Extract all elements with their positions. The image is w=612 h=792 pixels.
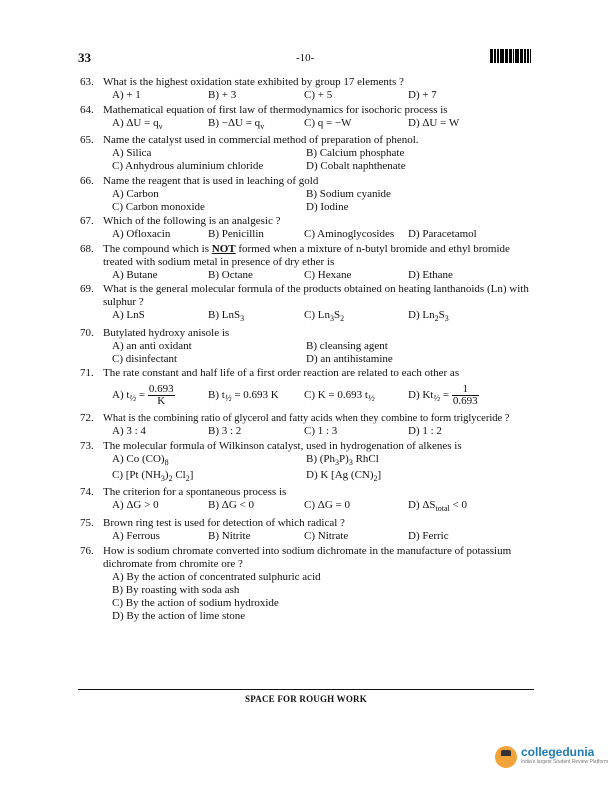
option-b: B) cleansing agent	[306, 339, 388, 352]
option-b: B) LnS$_3$	[208, 309, 245, 324]
option-b: $B) -\Delta U = q_v$	[208, 116, 265, 131]
logo-tagline: India's largest Student Review Platform	[521, 759, 609, 765]
option-a: A) Ofloxacin	[112, 228, 171, 241]
barcode-bar	[527, 49, 528, 63]
question-list	[80, 76, 540, 624]
question-63	[80, 76, 540, 102]
question-number: 75.	[80, 517, 94, 530]
question-text: Mathematical equation of first law of thermodynamics for isochoric process is	[103, 103, 448, 116]
question-text: Brown ring test is used for detection of which radical ?	[103, 517, 345, 530]
option-d: D) By the action of lime stone	[112, 609, 246, 622]
question-number: 66.	[80, 174, 94, 187]
barcode-bar	[495, 49, 496, 63]
question-text: The criterion for a spontaneous process is	[103, 486, 287, 499]
option-c: C) + 5	[304, 89, 333, 101]
barcode-bar	[530, 49, 532, 63]
option-a: A) Silica	[112, 147, 152, 160]
question-72	[80, 412, 540, 438]
option-d: D) $\Delta S_{total} < 0$	[408, 499, 467, 514]
question-text: The compound which is NOT formed when a mixture of n-butyl bromide and ethyl bromide treated with sodium metal in presence of dry ether is	[103, 242, 510, 268]
option-d: D) Cobalt naphthenate	[306, 160, 406, 173]
option-c: C) K = 0.693 $t_{\frac{1}{2}}$	[304, 389, 375, 404]
question-text: Butylated hydroxy anisole is	[103, 326, 230, 339]
question-number: 71.	[80, 367, 94, 380]
question-text: The rate constant and half life of a first order reaction are related to each other as	[103, 367, 460, 380]
page-marker: -10-	[296, 52, 315, 64]
option-d: D) Paracetamol	[408, 228, 477, 241]
question-number: 63.	[80, 76, 94, 88]
option-b: B) $t_{\frac{1}{2}} = 0.693$ K	[208, 389, 279, 404]
option-d: D) $Kt_{\frac{1}{2}}$ = $\frac{1}{0.693}$	[408, 383, 478, 408]
question-number: 72.	[80, 412, 94, 425]
option-b: B) 3 : 2	[208, 425, 242, 438]
option-c: C) Aminoglycosides	[304, 228, 395, 241]
option-a: A) $t_{\frac{1}{2}}$ = $\frac{0.693}{K}$	[112, 383, 174, 408]
option-b: B) + 3	[208, 89, 237, 101]
option-c: C) Anhydrous aluminium chloride	[112, 160, 264, 173]
option-b: B) Penicillin	[208, 228, 264, 241]
option-a: A) Butane	[112, 268, 158, 281]
question-text: What is the highest oxidation state exhibited by group 17 elements ?	[103, 76, 404, 88]
option-a: A) Ferrous	[112, 530, 160, 543]
question-number: 65.	[80, 134, 94, 147]
option-c: C) 1 : 3	[304, 425, 338, 438]
question-text: How is sodium chromate converted into sodium dichromate in the manufacture of potassium dichromate from chromite ore ?	[103, 544, 512, 570]
option-a: A) Co $(CO)_8$	[112, 452, 169, 467]
question-69	[80, 283, 540, 325]
option-a: A) ΔG > 0	[112, 499, 159, 512]
option-c: C) Nitrate	[304, 530, 349, 543]
question-74	[80, 486, 540, 515]
option-b: B) Calcium phosphate	[306, 147, 405, 160]
option-b: B) $(Ph_3P)_3$ RhCl	[306, 452, 379, 467]
option-d: D) + 7	[408, 89, 437, 101]
question-text: Name the catalyst used in commercial method of preparation of phenol.	[103, 134, 419, 147]
question-75	[80, 517, 540, 543]
option-a: A) an anti oxidant	[112, 339, 192, 352]
option-c: C) disinfectant	[112, 352, 178, 365]
option-b: B) ΔG < 0	[208, 499, 254, 512]
option-d: D) K [Ag $(CN)_2$]	[306, 468, 382, 483]
question-number: 67.	[80, 215, 94, 228]
collegedunia-logo	[495, 746, 608, 768]
option-c: C) [Pt $(NH_3)_2$ $Cl_2$]	[112, 468, 194, 483]
question-number: 68.	[80, 242, 94, 255]
barcode-bar	[500, 49, 501, 63]
option-a: A) $\Delta U = q_v$	[112, 116, 163, 131]
option-b: B) Sodium cyanide	[306, 187, 391, 200]
question-number: 70.	[80, 326, 94, 339]
option-d: D) Ethane	[408, 268, 453, 281]
question-number: 73.	[80, 439, 94, 452]
question-64	[80, 104, 540, 133]
barcode	[490, 49, 532, 63]
barcode-bar	[506, 49, 508, 63]
question-65	[80, 134, 540, 173]
option-a: A) LnS	[112, 309, 145, 322]
barcode-bar	[518, 49, 519, 63]
option-c: C) Hexane	[304, 268, 352, 281]
question-text: The molecular formula of Wilkinson catalyst, used in hydrogenation of alkenes is	[103, 439, 462, 452]
question-number: 76.	[80, 544, 94, 557]
option-d: D) 1 : 2	[408, 425, 442, 438]
question-70	[80, 327, 540, 366]
option-c: C) $Ln_3S_2$	[304, 309, 345, 324]
option-c: C) ΔG = 0	[304, 499, 350, 512]
option-d: D) ΔU = W	[408, 116, 460, 129]
question-73	[80, 440, 540, 485]
barcode-bar	[491, 49, 493, 63]
option-a: A) By the action of concentrated sulphuric acid	[112, 570, 321, 583]
question-number: 69.	[80, 283, 94, 296]
option-d: D) $Ln_2S_3$	[408, 309, 449, 324]
barcode-bar	[521, 49, 523, 63]
option-c: C) Carbon monoxide	[112, 200, 205, 213]
question-text: What is the combining ratio of glycerol and fatty acids when they combine to form triglyceride ?	[103, 413, 510, 425]
option-c: C) q = −W	[304, 116, 352, 129]
question-68	[80, 243, 540, 282]
question-text: Name the reagent that is used in leaching of gold	[103, 174, 319, 187]
option-b: B) Nitrite	[208, 530, 251, 543]
divider-line	[78, 689, 534, 690]
barcode-bar	[515, 49, 516, 63]
question-number: 74.	[80, 486, 94, 499]
option-d: D) Iodine	[306, 200, 349, 213]
question-66	[80, 175, 540, 214]
question-number: 64.	[80, 103, 94, 116]
page-number: 33	[78, 50, 91, 65]
option-a: A) 3 : 4	[112, 425, 146, 438]
option-b: B) Octane	[208, 268, 253, 281]
option-c: C) By the action of sodium hydroxide	[112, 596, 279, 609]
option-a: A) Carbon	[112, 187, 159, 200]
question-text: Which of the following is an analgesic ?	[103, 215, 281, 228]
option-a: A) + 1	[112, 89, 141, 101]
option-b: B) By roasting with soda ash	[112, 583, 240, 596]
logo-mascot-icon	[495, 746, 517, 768]
barcode-bar	[510, 49, 512, 63]
question-text: What is the general molecular formula of the products obtained on heating lanthanoids (Ln) with sulphur ?	[103, 283, 529, 309]
logo-name: collegedunia	[521, 745, 595, 759]
option-d: D) Ferric	[408, 530, 449, 543]
question-67	[80, 215, 540, 241]
option-d: D) an antihistamine	[306, 352, 393, 365]
barcode-bar	[503, 49, 504, 63]
rough-work-label: SPACE FOR ROUGH WORK	[245, 694, 367, 704]
question-71	[80, 367, 540, 410]
question-76	[80, 545, 540, 623]
